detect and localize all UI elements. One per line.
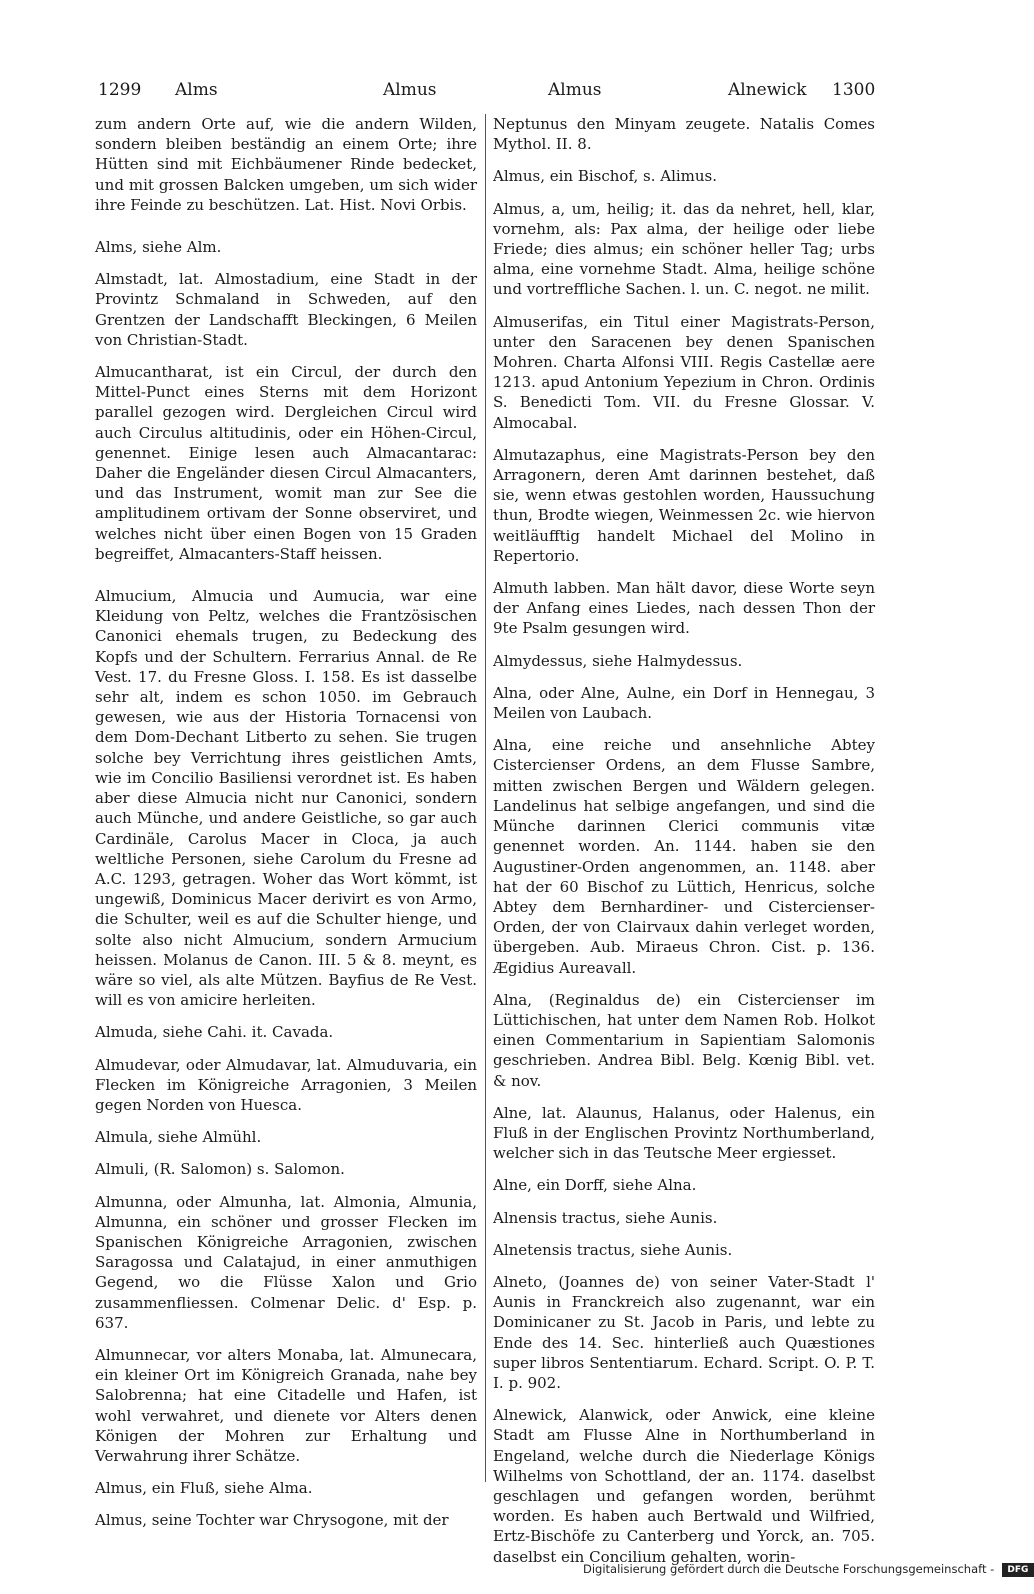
left-catchword: Alms	[175, 80, 218, 100]
entry: Neptunus den Minyam zeugete. Natalis Comes Mythol. II. 8.	[493, 115, 875, 154]
entry: Alne, lat. Alaunus, Halanus, oder Halenus, ein Fluß in der Englischen Provintz Northumberland, welcher sich in das Teutsche Meer ergiesset.	[493, 1103, 875, 1163]
entry: Almula, siehe Almühl.	[95, 1128, 262, 1147]
dfg-logo: DFG	[1002, 1563, 1034, 1577]
footer-text: Digitalisierung gefördert durch die Deutsche Forschungsgemeinschaft -	[583, 1562, 995, 1576]
entry: Almus, ein Bischof, s. Alimus.	[493, 167, 718, 186]
right-column	[493, 114, 875, 1566]
entry: Almunnecar, vor alters Monaba, lat. Almunecara, ein kleiner Ort im Königreich Granada, nahe bey Salobrenna; hat eine Citadelle und Hafen, ist wohl verwahret, und dienete vor Alters denen Königen der Mohren zur Erhaltung und Verwahrung ihrer Schätze.	[95, 1345, 477, 1465]
entry: Almucium, Almucia und Aumucia, war eine Kleidung von Peltz, welches die Frantzösischen Canonici ehemals trugen, zu Bedeckung des Kopfs und der Schultern. Ferrarius Annal. de Re Vest. 17. du Fresne Gloss. I. 158. Es ist dasselbe sehr alt, indem es schon 1050. im Gebrauch gewesen, wie aus der Historia Tornacensi von dem Dom-Dechant Litberto zu sehen. Sie trugen solche bey Verrichtung ihres geistlichen Amts, wie im Concilio Basiliensi verordnet ist. Es haben aber diese Almucia nicht nur Canonici, sondern auch Münche, und andere Geistliche, so gar auch Cardinäle, Carolus Macer in Cloca, ja auch weltliche Personen, siehe Carolum du Fresne ad A.C. 1293, getragen. Woher das Wort kömmt, ist ungewiß, Dominicus Macer derivirt es von Armo, die Schulter, weil es auf die Schulter hienge, und solte also nicht Almucium, sondern Armucium heissen. Molanus de Canon. III. 5 & 8. meynt, es wäre so viel, als alte Mützen. Bayfius de Re Vest. will es von amicire herleiten.	[95, 587, 477, 1010]
right-page-number: 1300	[832, 80, 876, 100]
entry: Alna, eine reiche und ansehnliche Abtey Cistercienser Ordens, an dem Flusse Sambre, mitten zwischen Bergen und Wäldern gelegen. Landelinus hat selbige angefangen, und sind die Münche darinnen Clerici communis vitæ genennet worden. An. 1144. haben sie den Augustiner-Orden angenommen, an. 1148. aber hat der 60 Bischof zu Lüttich, Henricus, solche Abtey dem Bernhardiner- und Cistercienser-Orden, der von Clairvaux dahin verleget worden, übergeben. Aub. Miraeus Chron. Cist. p. 136. Ægidius Aureavall.	[493, 736, 875, 977]
center-left-catchword: Almus	[383, 80, 437, 100]
entry: Alne, ein Dorff, siehe Alna.	[493, 1176, 697, 1195]
entry: Almuli, (R. Salomon) s. Salomon.	[95, 1160, 345, 1179]
left-column	[95, 114, 477, 1530]
entry: Almudevar, oder Almudavar, lat. Almuduvaria, ein Flecken im Königreiche Arragonien, 3 Meilen gegen Norden von Huesca.	[95, 1055, 477, 1114]
entry: Almus, seine Tochter war Chrysogone, mit der	[95, 1511, 449, 1530]
entry: Almus, a, um, heilig; it. das da nehret, hell, klar, vornehm, als: Pax alma, der heilige oder liebe Friede; dies almus; ein schöner heller Tag; urbs alma, eine vornehme Stadt. Alma, heilige schöne und vortreffliche Sachen. l. un. C. negot. ne milit.	[493, 199, 875, 299]
entry: Alnensis tractus, siehe Aunis.	[493, 1208, 718, 1227]
entry: Almus, ein Fluß, siehe Alma.	[95, 1479, 313, 1498]
entry: Almutazaphus, eine Magistrats-Person bey den Arragonern, deren Amt darinnen bestehet, daß sie, wenn etwas gestohlen worden, Haussuchung thun, Brodte wiegen, Weinmessen 2c. wie hiervon weitläufftig handelt Michael del Molino in Repertorio.	[493, 445, 875, 565]
column-divider	[485, 114, 486, 1482]
entry: Almuth labben. Man hält davor, diese Worte seyn der Anfang eines Liedes, nach dessen Thon der 9te Psalm gesungen wird.	[493, 579, 875, 638]
entry: Almunna, oder Almunha, lat. Almonia, Almunia, Almunna, ein schöner und grosser Flecken im Spanischen Königreiche Arragonien, zwischen Saragossa und Calatajud, in einer anmuthigen Gegend, wo die Flüsse Xalon und Grio zusammenfliessen. Colmenar Delic. d' Esp. p. 637.	[95, 1192, 477, 1332]
entry: Almucantharat, ist ein Circul, der durch den Mittel-Punct eines Sterns mit dem Horizont parallel gezogen wird. Dergleichen Circul wird auch Circulus altitudinis, oder ein Höhen-Circul, genennet. Einige lesen auch Almacantarac: Daher die Engeländer diesen Circul Almacanters, und das Instrument, womit man zur See die amplitudinem ortivam der Sonne observiret, und welches nicht über einen Bogen von 15 Graden begreiffet, Almacanters-Staff heissen.	[95, 363, 477, 563]
left-page-number: 1299	[98, 80, 142, 100]
entry: Alna, (Reginaldus de) ein Cistercienser im Lüttichischen, hat unter dem Namen Rob. Holkot einen Commentarium in Sapientiam Salomonis geschrieben. Andrea Bibl. Belg. Kœnig Bibl. vet. & nov.	[493, 990, 875, 1090]
entry: Alms, siehe Alm.	[95, 238, 222, 257]
page-header	[0, 80, 1000, 110]
entry: Almydessus, siehe Halmydessus.	[493, 651, 743, 670]
entry: Almuserifas, ein Titul einer Magistrats-Person, unter den Saracenen bey denen Spanischen Mohren. Charta Alfonsi VIII. Regis Castellæ aere 1213. apud Antonium Yepezium in Chron. Ordinis S. Benedicti Tom. VII. du Fresne Glossar. V. Almocabal.	[493, 312, 875, 432]
entry: Alnewick, Alanwick, oder Anwick, eine kleine Stadt am Flusse Alne in Northumberland in Engeland, welche durch die Niederlage Königs Wilhelms von Schottland, der an. 1174. daselbst geschlagen und gefangen worden, berühmt worden. Es haben auch Bertwald und Wilfried, Ertz-Bischöfe zu Canterberg und Yorck, an. 705. daselbst ein Concilium gehalten, worin-	[493, 1406, 875, 1566]
center-right-catchword: Almus	[548, 80, 602, 100]
entry: Almstadt, lat. Almostadium, eine Stadt in der Provintz Schmaland in Schweden, auf den Grentzen der Landschafft Bleckingen, 6 Meilen von Christian-Stadt.	[95, 270, 477, 349]
entry: Alneto, (Joannes de) von seiner Vater-Stadt l' Aunis in Franckreich also zugenannt, war ein Dominicaner zu St. Jacob in Paris, und lebte zu Ende des 14. Sec. hinterließ auch Quæstiones super libros Sententiarum. Echard. Script. O. P. T. I. p. 902.	[493, 1272, 875, 1392]
entry: Alnetensis tractus, siehe Aunis.	[493, 1240, 733, 1259]
footer-credit	[583, 1562, 1029, 1582]
entry: Almuda, siehe Cahi. it. Cavada.	[95, 1023, 334, 1042]
entry: Alna, oder Alne, Aulne, ein Dorf in Hennegau, 3 Meilen von Laubach.	[493, 683, 875, 723]
entry: zum andern Orte auf, wie die andern Wilden, sondern bleiben beständig an einem Orte; ihre Hütten sind mit Eichbäumener Rinde bedecket, und mit grossen Balcken umgeben, um sich wider ihre Feinde zu beschützen. Lat. Hist. Novi Orbis.	[95, 115, 477, 214]
right-catchword: Alnewick	[728, 80, 807, 100]
